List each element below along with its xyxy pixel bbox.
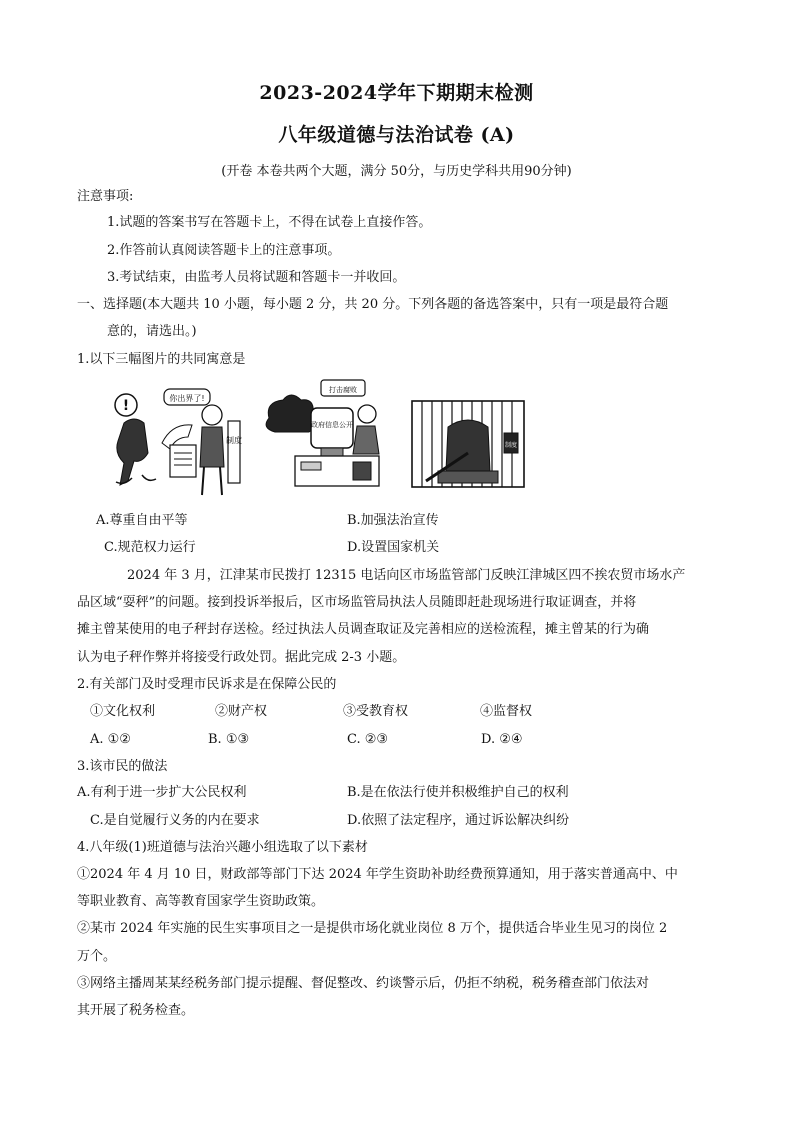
section1-instructions-cont: 意的，请选出。) (107, 324, 197, 339)
sign-text: 打击腐败 (329, 386, 357, 394)
q3-option-d: D.依照了法定程序，通过诉讼解决纠纷 (347, 813, 570, 828)
q1-option-d: D.设置国家机关 (347, 540, 440, 555)
q2-option-a: A. ①② (90, 732, 131, 747)
q3-option-c: C.是自觉履行义务的内在要求 (90, 813, 260, 828)
speech-text: 你出界了! (169, 394, 205, 403)
q4-material-2-line-2: 万个。 (77, 949, 117, 964)
q2-option-d: D. ②④ (481, 732, 523, 747)
person-head (202, 405, 222, 425)
q4-material-3-line-2: 其开展了税务检查。 (77, 1003, 195, 1018)
q1-option-a: A.尊重自由平等 (96, 513, 188, 528)
q4-material-1-line-2: 等职业教育、高等教育国家学生资助政策。 (77, 894, 325, 909)
pole-label: 制度 (226, 436, 242, 445)
q1-option-b: B.加强法治宣传 (347, 513, 439, 528)
passage-line-3: 摊主曾某使用的电子秤封存送检。经过执法人员调查取证及完善相应的送检流程，摊主曾某的行为确 (77, 622, 650, 637)
exam-subtitle: 八年级道德与法治试卷 (A) (278, 124, 515, 146)
comic-info-disclosure (265, 378, 390, 493)
exam-title: 2023-2024学年下期期末检测 (259, 82, 534, 104)
smoke-cloud (266, 395, 317, 432)
creature-figure (117, 419, 148, 485)
passage-line-1: 2024 年 3 月，江津某市民拨打 12315 电话向区市场监管部门反映江津城区四不挨农贸市场水产 (127, 568, 686, 583)
q3-stem: 3.该市民的做法 (77, 759, 168, 774)
exam-info: (开卷 本卷共两个大题，满分 50分，与历史学科共用90分钟) (221, 164, 572, 179)
q1-stem: 1.以下三幅图片的共同寓意是 (77, 352, 246, 367)
notes-heading: 注意事项: (77, 189, 134, 204)
comic-out-of-bounds (112, 383, 247, 498)
q4-material-3-line-1: ③网络主播周某某经税务部门提示提醒、督促整改、约谈警示后，仍拒不纳税，税务稽查部门依法对 (77, 976, 650, 991)
note-item-1: 1.试题的答案书写在答题卡上，不得在试卷上直接作答。 (107, 215, 432, 230)
q4-material-1-line-1: ①2024 年 4 月 10 日，财政部等部门下达 2024 年学生资助补助经费预算通知，用于落实普通高中、中 (77, 867, 678, 882)
note-item-3: 3.考试结束，由监考人员将试题和答题卡一并收回。 (107, 270, 406, 285)
document-paper (170, 445, 196, 477)
screen-text: 政府信息公开 (311, 421, 353, 429)
cage-label: 制度 (504, 442, 518, 449)
q2-stem: 2.有关部门及时受理市民诉求是在保障公民的 (77, 677, 337, 692)
q2-option-c: C. ②③ (347, 732, 389, 747)
passage-line-4: 认为电子秤作弊并将接受行政处罚。据此完成 2-3 小题。 (77, 650, 406, 665)
q3-option-b: B.是在依法行使并积极维护自己的权利 (347, 785, 569, 800)
q2-item-3: ③受教育权 (343, 704, 409, 719)
official-head (358, 405, 376, 423)
exclaim-mark: ! (122, 398, 130, 414)
comic-caged-power (408, 393, 530, 493)
q2-item-2: ②财产权 (215, 704, 268, 719)
q2-option-b: B. ①③ (208, 732, 250, 747)
section1-instructions: 一、选择题(本大题共 10 小题，每小题 2 分，共 20 分。下列各题的备选答案中，只有一项是最符合题 (77, 297, 669, 312)
passage-line-2: 品区域“耍秤”的问题。接到投诉举报后，区市场监管局执法人员随即赶赴现场进行取证调查，并将 (77, 595, 637, 610)
q4-stem: 4.八年级(1)班道德与法治兴趣小组选取了以下素材 (77, 840, 368, 855)
official-body (353, 426, 379, 454)
q1-option-c: C.规范权力运行 (104, 540, 196, 555)
q4-material-2-line-1: ②某市 2024 年实施的民生实事项目之一是提供市场化就业岗位 8 万个，提供适合毕业生见习的岗位 2 (77, 921, 668, 936)
q2-item-4: ④监督权 (480, 704, 533, 719)
person-body (200, 427, 224, 467)
q3-option-a: A.有利于进一步扩大公民权利 (77, 785, 247, 800)
system-pole (228, 421, 240, 483)
q2-item-1: ①文化权利 (90, 704, 156, 719)
note-item-2: 2.作答前认真阅读答题卡上的注意事项。 (107, 243, 341, 258)
